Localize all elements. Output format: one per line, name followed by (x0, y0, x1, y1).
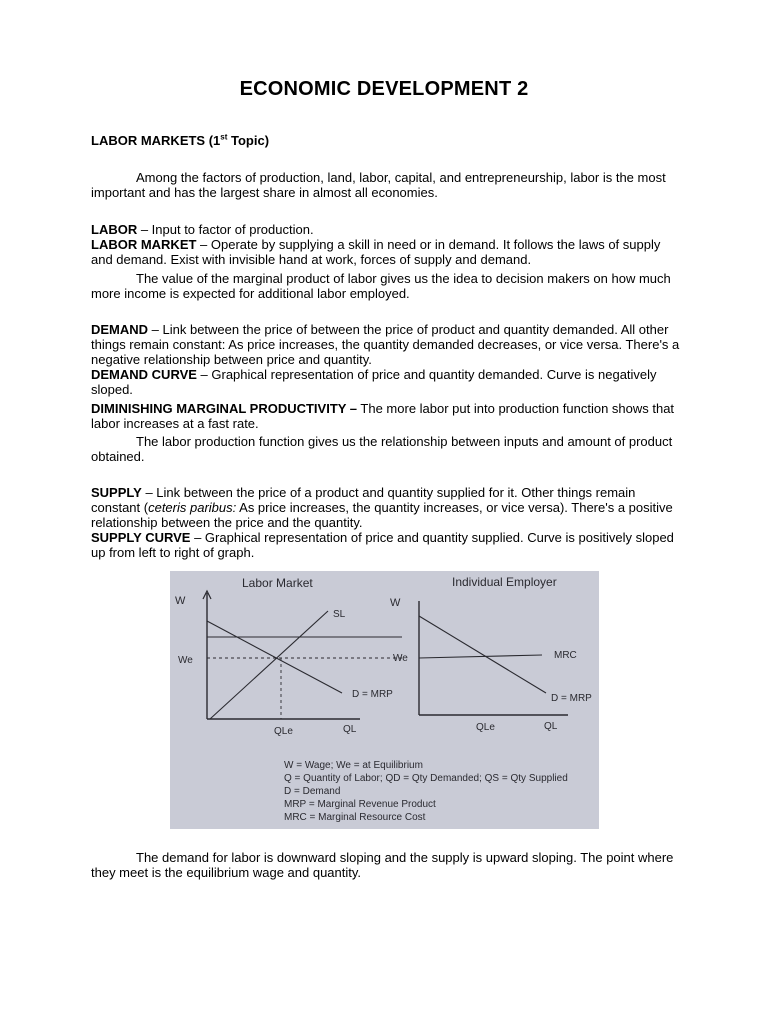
labor-definition: LABOR – Input to factor of production. (91, 222, 314, 237)
right-demand-label: D = MRP (551, 693, 592, 704)
right-panel-title: Individual Employer (452, 575, 557, 589)
section-heading: LABOR MARKETS (1st Topic) (91, 132, 270, 148)
labor-market-figure (170, 571, 599, 829)
legend-line: MRP = Marginal Revenue Product (284, 799, 436, 810)
mrc-label: MRC (554, 650, 577, 661)
left-qle-label: QLe (274, 726, 293, 737)
supply-curve-definition: SUPPLY CURVE – Graphical representation of price and quantity supplied. Curve is positively sloped up from left to right of graph. (91, 530, 674, 560)
demand-curve-definition: DEMAND CURVE – Graphical representation of price and quantity demanded. Curve is negatively sloped. (91, 367, 657, 397)
labor-market-definition: LABOR MARKET – Operate by supplying a skill in need or in demand. It follows the laws of supply and demand. Exist with invisible hand at work, forces of supply and demand. (91, 237, 661, 267)
legend-line: MRC = Marginal Resource Cost (284, 812, 426, 823)
demand-definition: DEMAND – Link between the price of between the price of product and quantity demanded. All other things remain constant: As price increases, the quantity demanded decreases, or vice versa. There's a negative relationship between price and quantity. (91, 322, 680, 367)
legend-line: Q = Quantity of Labor; QD = Qty Demanded; QS = Qty Supplied (284, 773, 568, 784)
left-ql-label: QL (343, 724, 357, 735)
supply-curve-sl (210, 611, 328, 719)
labor-market-diagram (170, 571, 599, 829)
left-we-label: We (178, 655, 193, 666)
right-w-axis-label: W (390, 597, 401, 609)
mrc-curve (419, 655, 542, 658)
left-panel-title: Labor Market (242, 576, 313, 590)
document-title: ECONOMIC DEVELOPMENT 2 (239, 78, 529, 100)
conclusion-paragraph: The demand for labor is downward sloping and the supply is upward sloping. The point where they meet is the equilibrium wage and quantity. (91, 850, 674, 880)
demand-curve-right (419, 616, 546, 693)
legend-line: W = Wage; We = at Equilibrium (284, 760, 423, 771)
right-qle-label: QLe (476, 722, 495, 733)
left-w-axis-label: W (175, 595, 186, 607)
legend-line: D = Demand (284, 786, 341, 797)
demand-curve-left (207, 621, 342, 693)
right-ql-label: QL (544, 721, 558, 732)
production-function-paragraph: The labor production function gives us the relationship between inputs and amount of product obtained. (91, 434, 673, 464)
marginal-product-paragraph: The value of the marginal product of labor gives us the idea to decision makers on how much more income is expected for additional labor employed. (91, 271, 671, 301)
right-we-label: We (393, 653, 408, 664)
left-demand-label: D = MRP (352, 689, 393, 700)
supply-definition: SUPPLY – Link between the price of a product and quantity supplied for it. Other things remain constant (ceteris paribus: As price increases, the quantity increases, or vice versa). There's a positive relationship between the price and the quantity. (91, 485, 673, 530)
intro-paragraph: Among the factors of production, land, labor, capital, and entrepreneurship, labor is the most important and has the largest share in almost all economies. (91, 170, 666, 200)
sl-label: SL (333, 609, 346, 620)
dmp-definition: DIMINISHING MARGINAL PRODUCTIVITY – The more labor put into production function shows that labor increases at a fast rate. (91, 401, 675, 431)
